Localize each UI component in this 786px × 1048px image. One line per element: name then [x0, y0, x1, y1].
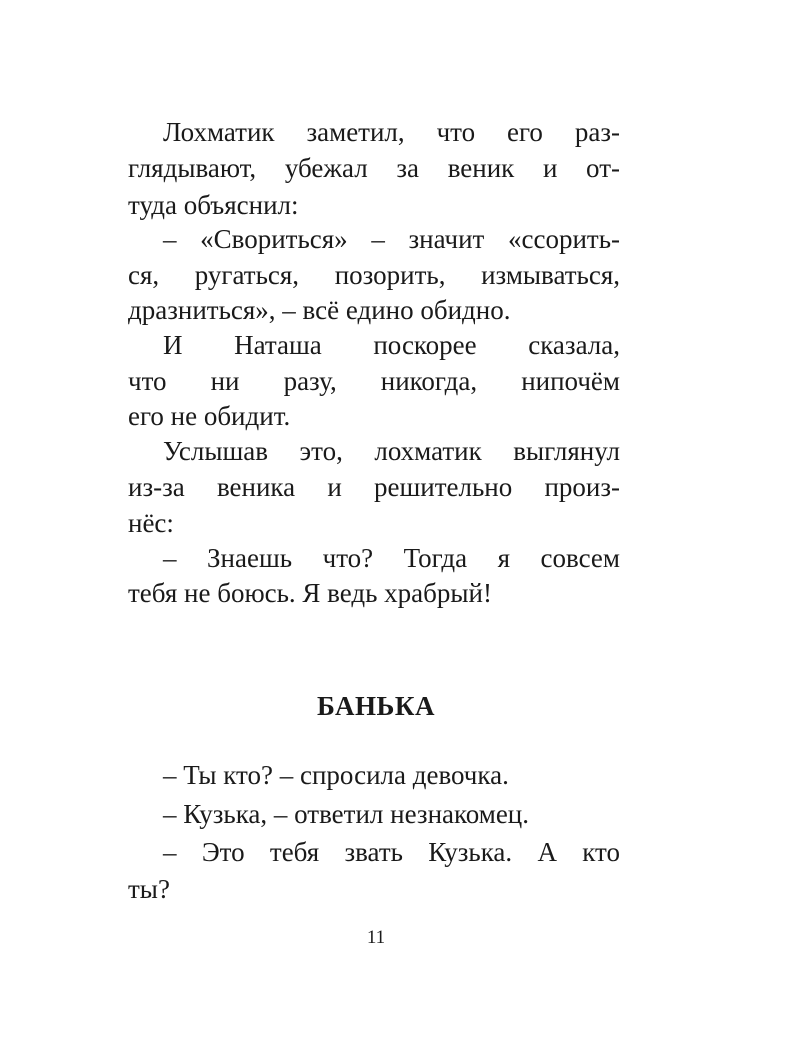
- text-line: И Наташа поскорее сказала,: [163, 330, 620, 360]
- text-line: – Это тебя звать Кузька. А кто: [163, 837, 620, 867]
- text-line: туда объяснил:: [128, 190, 299, 220]
- text-line: – Ты кто? – спросила девочка.: [163, 760, 509, 790]
- text-line: из-за веника и решительно произ-: [128, 472, 620, 502]
- text-line: глядывают, убежал за веник и от-: [128, 153, 620, 183]
- text-line: – Знаешь что? Тогда я совсем: [163, 543, 620, 573]
- chapter-title: БАНЬКА: [317, 691, 435, 721]
- page-number: 11: [366, 927, 386, 948]
- text-line: Лохматик заметил, что его раз-: [163, 117, 620, 147]
- text-line: ты?: [128, 874, 170, 904]
- text-line: ся, ругаться, позорить, измываться,: [128, 260, 620, 290]
- text-line: его не обидит.: [128, 401, 291, 431]
- text-line: нёс:: [128, 508, 174, 538]
- text-line: – «Свориться» – значит «ссорить-: [163, 224, 620, 254]
- text-line: дразниться», – всё едино обидно.: [128, 295, 511, 325]
- text-line: Услышав это, лохматик выглянул: [163, 436, 620, 466]
- text-line: что ни разу, никогда, нипочём: [128, 366, 620, 396]
- text-line: – Кузька, – ответил незнакомец.: [163, 799, 530, 829]
- text-line: тебя не боюсь. Я ведь храбрый!: [128, 578, 492, 608]
